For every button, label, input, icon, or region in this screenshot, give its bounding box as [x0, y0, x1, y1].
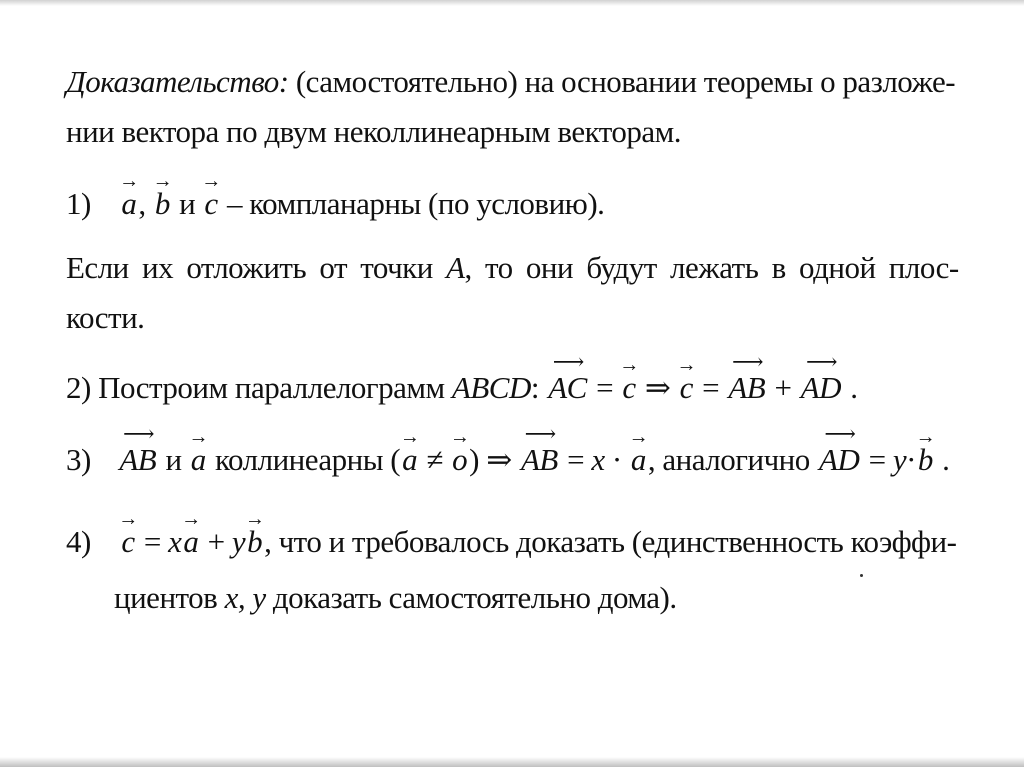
- vector-arrow: →: [676, 354, 696, 376]
- vector-arrow: →: [619, 354, 639, 376]
- slide-top-shadow: [0, 0, 1024, 6]
- vector-c: → c: [676, 354, 696, 405]
- vector-arrow: ⟶: [122, 421, 153, 446]
- vector-ab: ⟶ AB: [728, 349, 766, 405]
- proof-label: Доказательство:: [66, 64, 289, 99]
- vector-arrow: →: [449, 426, 470, 448]
- vector-arrow: →: [915, 426, 936, 448]
- vector-arrow: →: [244, 508, 265, 530]
- vector-c: → c: [201, 170, 221, 221]
- vector-arrow: →: [188, 426, 209, 448]
- vector-arrow: →: [399, 426, 420, 448]
- vector-b: → b: [244, 508, 265, 559]
- point-a: A: [446, 250, 465, 285]
- item-3-number: 3): [66, 442, 91, 477]
- vector-a: → a: [119, 170, 139, 221]
- zero-vector: → o: [449, 426, 470, 477]
- item-3: 3) ⟶ AB и → a коллинеарны ( → a ≠ → o) ⇒ ⟶ AB = x · → a, аналогично ⟶ AD = y· → b .: [66, 421, 950, 477]
- proof-line-2: [66, 114, 681, 150]
- vector-ab: ⟶ AB: [520, 421, 558, 477]
- vector-b: → b: [915, 426, 936, 477]
- stray-dot: [860, 574, 863, 577]
- item-4: 4) → c = x → a + y → b, что и требовалось доказать (единственность коэффи-: [66, 508, 957, 559]
- vector-ad: ⟶ AD: [800, 349, 841, 405]
- item-4-number: 4): [66, 524, 91, 559]
- vector-arrow: ⟶: [552, 349, 583, 374]
- proof-last-line: циентов x, y доказать самостоятельно дома).: [114, 580, 677, 615]
- vector-a: → a: [628, 426, 649, 477]
- item-1-text: – компланарны (по условию).: [219, 186, 605, 221]
- vector-a: → a: [181, 508, 201, 559]
- parallelogram-name: ABCD: [451, 370, 531, 405]
- vector-arrow: ⟶: [824, 421, 854, 446]
- vector-arrow: →: [118, 508, 138, 530]
- vector-b: → b: [152, 170, 173, 221]
- proof-line-4: Если их отложить от точки A, то они будут лежать в одной плос-: [66, 250, 959, 285]
- line1-text: (самостоятельно) на основании теоремы о разложе-: [288, 64, 956, 99]
- vector-arrow: →: [152, 170, 173, 192]
- coefficients: x, y: [224, 580, 266, 615]
- vector-arrow: →: [201, 170, 221, 192]
- item-2-number: 2): [66, 370, 91, 405]
- slide-bottom-shadow: [0, 757, 1024, 767]
- vector-a: → a: [188, 426, 209, 477]
- item-1-number: 1): [66, 186, 91, 221]
- vector-ac: ⟶ AC: [548, 349, 587, 405]
- vector-arrow: →: [119, 170, 139, 192]
- vector-c: → c: [619, 354, 639, 405]
- vector-arrow: →: [181, 508, 201, 530]
- vector-arrow: ⟶: [731, 349, 762, 374]
- vector-ab: ⟶ AB: [119, 421, 157, 477]
- item-1: 1) → a, → b и → c – компланарны (по условию).: [66, 170, 605, 221]
- item-2: 2) Построим параллелограмм ABCD: ⟶ AC = → c ⇒ → c = ⟶ AB + ⟶ AD .: [66, 349, 858, 405]
- vector-ad: ⟶ AD: [819, 421, 860, 477]
- line2-text: нии вектора по двум неколлинеарным векторам.: [66, 114, 682, 149]
- proof-line-5: кости.: [66, 300, 145, 335]
- proof-line-1: [66, 64, 955, 100]
- vector-a: → a: [399, 426, 420, 477]
- vector-arrow: ⟶: [524, 421, 555, 446]
- vector-c: → c: [118, 508, 138, 559]
- vector-arrow: ⟶: [806, 349, 836, 374]
- vector-arrow: →: [628, 426, 649, 448]
